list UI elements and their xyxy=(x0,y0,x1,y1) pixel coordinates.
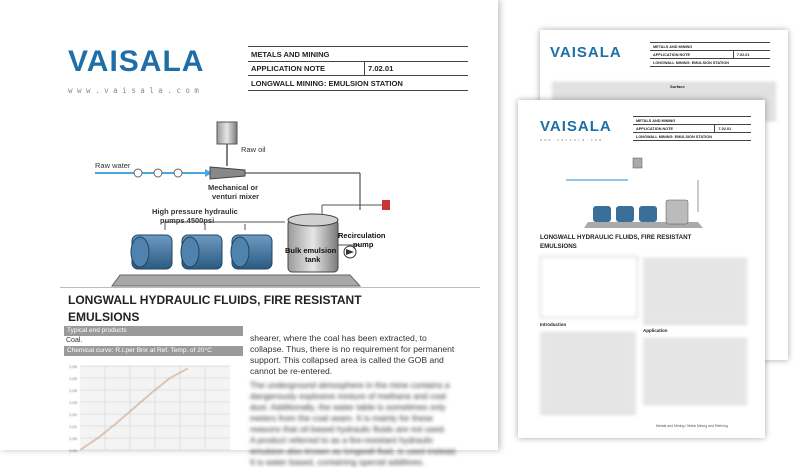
paragraph-1 xyxy=(250,333,490,377)
pumps-label-1: High pressure hydraulic xyxy=(152,207,238,216)
thumb-header-doc-type: APPLICATION NOTE xyxy=(633,125,715,133)
paragraph-1-line: shearer, where the coal has been extracted, to xyxy=(250,333,427,343)
thumbnail-page-1[interactable] xyxy=(518,100,765,438)
thumb-header-subject: LONGWALL MINING: EMULSION STATION xyxy=(633,133,751,141)
paragraph-1-line: support. This collapsed area is called the GOB and xyxy=(250,355,444,365)
thumb-heading-application: Application xyxy=(643,328,668,333)
tank-label-2: tank xyxy=(305,255,321,264)
website-url: w w w . v a i s a l a . c o m xyxy=(68,86,199,95)
article-title-line-1: LONGWALL HYDRAULIC FLUIDS, FIRE RESISTANT xyxy=(68,293,362,307)
pump-skid xyxy=(112,275,360,286)
paragraph-2-line: emulsion also known as longwall fluid, is used instead. xyxy=(250,446,458,456)
vaisala-logo: VAISALA xyxy=(68,45,205,78)
raw-oil-label: Raw oil xyxy=(241,145,266,154)
paragraph-2-line: meters from the coal seam. It is mainly for these xyxy=(250,413,433,423)
thumb-title-line-2: EMULSIONS xyxy=(540,243,577,250)
thumb-right-text-2 xyxy=(643,336,747,406)
thumb-header-doc-type: APPLICATION NOTE xyxy=(650,51,733,59)
thumb-left-column xyxy=(540,256,638,318)
paragraph-2-line: A product referred to as a fire-resistant hydraulic xyxy=(250,435,434,445)
chart-y-tick-label: 1.02 xyxy=(69,412,77,417)
paragraph-2-line: reasons that oil based hydraulic fluids are not used. xyxy=(250,424,446,434)
thumb-back-heading: Surface xyxy=(670,84,685,89)
thumb-right-text-1 xyxy=(643,256,747,324)
mixer-label-2: venturi mixer xyxy=(212,192,260,201)
paragraph-2-line: dangerously explosive mixture of methane and coal xyxy=(250,391,446,401)
mixer-icon xyxy=(210,167,245,179)
header-doc-type: APPLICATION NOTE xyxy=(248,62,365,76)
vaisala-logo-small: VAISALA xyxy=(550,44,622,61)
thumb-header-doc-number: 7.02.01 xyxy=(733,51,770,59)
chart-y-tick-label: 1.05 xyxy=(69,376,77,381)
document-header-table xyxy=(248,46,468,91)
chart-heading: Chemical curve: R.I.per Brix at Ref. Temp. of 20°C xyxy=(64,346,243,356)
mixer-label-1: Mechanical or xyxy=(208,183,259,192)
thumb-header-subject: LONGWALL MINING: EMULSION STATION xyxy=(650,59,770,67)
table-heading: Typical end products xyxy=(64,326,243,336)
thumb-footer: Metals and Mining / Metal Mining and Refining xyxy=(656,424,728,428)
valve-red-icon xyxy=(382,200,390,210)
recirc-label-1: Recirculation xyxy=(338,231,386,240)
tank-label-1: Bulk emulsion xyxy=(285,246,337,255)
header-doc-number: 7.02.01 xyxy=(365,62,469,76)
chart-y-tick-label: 1.01 xyxy=(69,424,77,429)
paragraph-2-line: dust. Additionally, the water table is sometimes only xyxy=(250,402,446,412)
vaisala-logo-small: VAISALA xyxy=(540,118,612,135)
thumb-website-url: w w w . v a i s a l a . c o m xyxy=(540,138,602,142)
calibration-chart xyxy=(62,360,242,452)
table-value: Coal. xyxy=(66,337,83,344)
recirc-label-2: pump xyxy=(353,240,374,249)
paragraph-2 xyxy=(250,380,490,468)
pumps-label-2: pumps 4500psi xyxy=(160,216,215,225)
thumb-header-table xyxy=(650,42,770,67)
chart-y-tick-label: 1.06 xyxy=(69,364,77,369)
paragraph-2-line: It is water based, containing special additives. xyxy=(250,457,425,467)
chart-y-tick-label: 0.99 xyxy=(69,448,77,453)
thumb-heading-intro: Introduction xyxy=(540,322,567,327)
thumb-header-table xyxy=(633,116,751,141)
thumb-header-category: METALS AND MINING xyxy=(650,43,770,51)
article-title-line-2: EMULSIONS xyxy=(68,310,140,324)
thumb-header-doc-number: 7.02.01 xyxy=(715,125,751,133)
hydraulic-pump-icon xyxy=(231,235,272,269)
header-category: METALS AND MINING xyxy=(248,47,468,62)
paragraph-1-line: cannot be re-entered. xyxy=(250,366,333,376)
thumb-header-category: METALS AND MINING xyxy=(633,117,751,125)
thumb-left-text xyxy=(540,330,636,416)
thumb-diagram xyxy=(558,152,728,232)
thumb-title-line-1: LONGWALL HYDRAULIC FLUIDS, FIRE RESISTANT xyxy=(540,234,692,241)
chart-y-tick-label: 1.04 xyxy=(69,388,77,393)
hydraulic-pump-icon xyxy=(131,235,172,269)
chart-y-tick-label: 1.00 xyxy=(69,436,77,441)
raw-oil-tank xyxy=(217,122,237,144)
hydraulic-pump-icon xyxy=(181,235,222,269)
paragraph-1-line: collapse. Thus, there is no requirement for permanent xyxy=(250,344,455,354)
valve-icon xyxy=(134,169,182,177)
raw-water-label: Raw water xyxy=(95,161,131,170)
header-subject: LONGWALL MINING: EMULSION STATION xyxy=(248,76,468,91)
emulsion-station-diagram xyxy=(60,110,420,290)
chart-y-tick-label: 1.03 xyxy=(69,400,77,405)
paragraph-2-line: The underground atmosphere in the mine contains a xyxy=(250,380,450,390)
